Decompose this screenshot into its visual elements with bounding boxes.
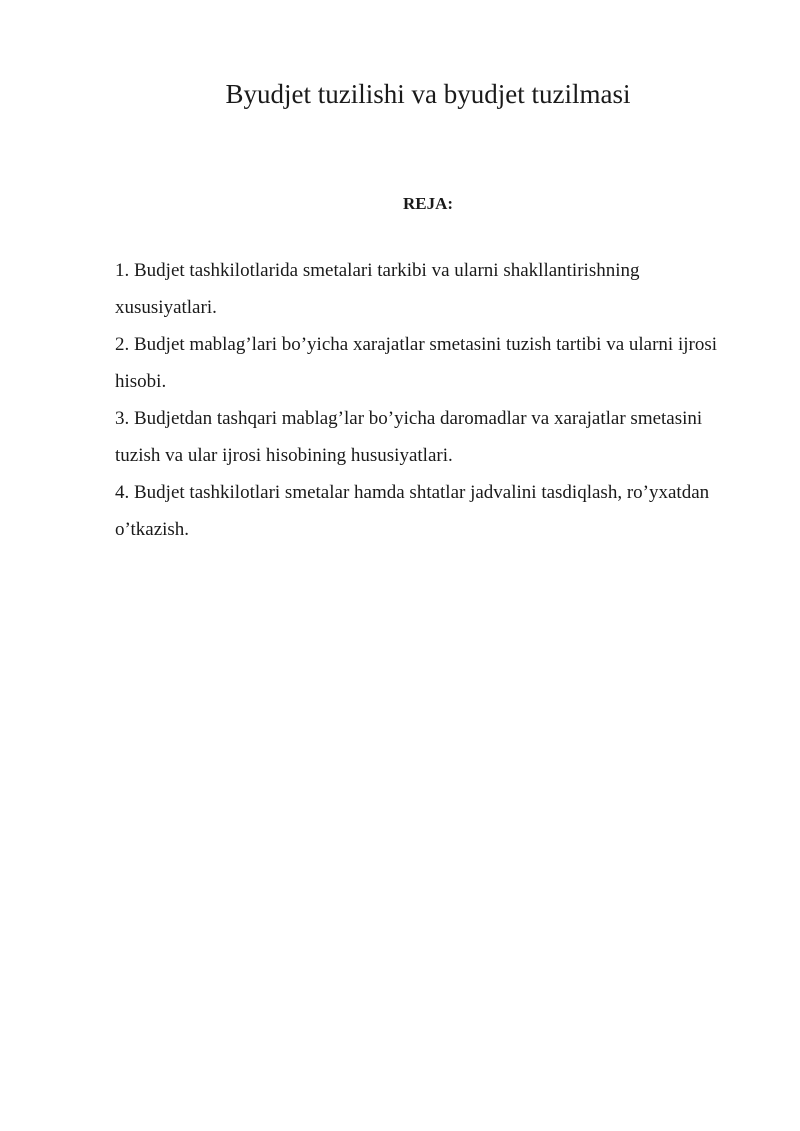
plan-item-1: 1. Budjet tashkilotlarida smetalari tarkibi va ularni shakllantirishning xususiyatlari.	[115, 260, 640, 318]
plan-item-3: 3. Budjetdan tashqari mablag’lar bo’yicha daromadlar va xarajatlar smetasini tuzish va ular ijrosi hisobining hususiyatlari.	[115, 408, 703, 466]
plan-heading: REJA:	[402, 194, 454, 213]
plan-list	[115, 252, 725, 548]
plan-item-4: 4. Budjet tashkilotlari smetalar hamda shtatlar jadvalini tasdiqlash, ro’yxatdan o’tkazish.	[115, 482, 710, 540]
plan-item-2: 2. Budjet mablag’lari bo’yicha xarajatlar smetasini tuzish tartibi va ularni ijrosi hisobi.	[115, 334, 718, 392]
document-title: Byudjet tuzilishi va byudjet tuzilmasi	[225, 79, 631, 109]
